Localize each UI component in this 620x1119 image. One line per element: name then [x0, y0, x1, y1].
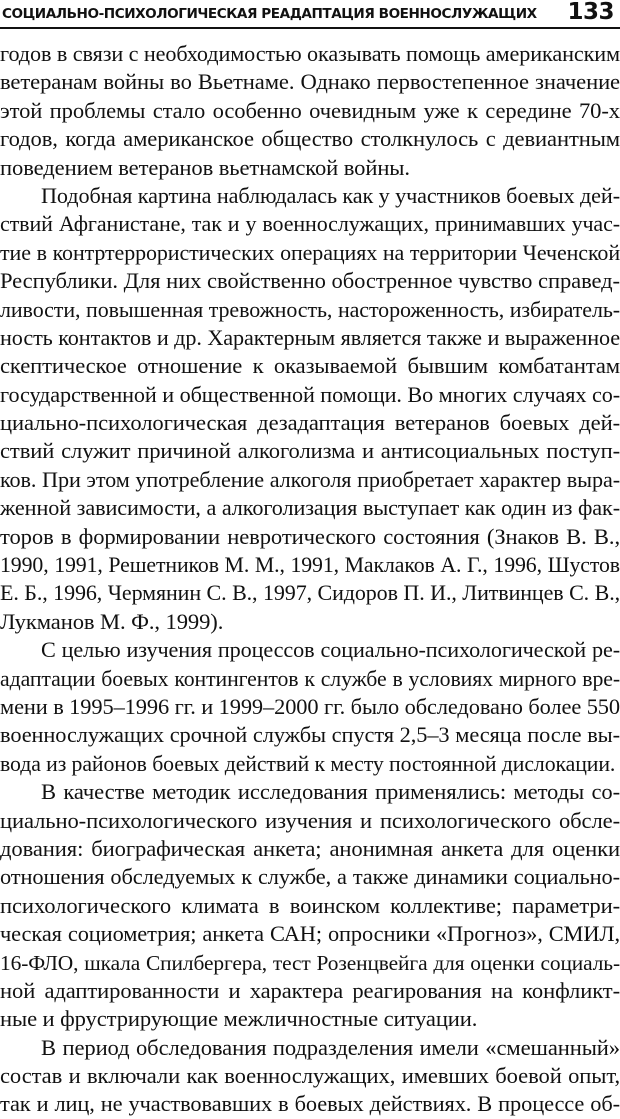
- text-line: В качестве методик исследования применялись: методы со-: [41, 779, 620, 805]
- text-line: состав и включали как военнослужащих, имевших боевой опыт,: [0, 1063, 620, 1089]
- text-line: циально-психологическая дезадаптация ветеранов боевых дей-: [0, 410, 620, 436]
- text-line: ной адаптированности и характера реагирования на конфликт-: [0, 977, 620, 1003]
- text-line: Республики. Для них свойственно обостренное чувство справед-: [0, 268, 620, 294]
- text-line: ков. При этом употребление алкоголя приобретает характер выра-: [0, 466, 620, 492]
- text-line: этой проблемы стало особенно очевидным уже к середине 70-х: [0, 97, 620, 123]
- body-text: [0, 40, 620, 1119]
- text-line: ливости, повышенная тревожность, настороженность, избиратель-: [0, 296, 620, 322]
- text-line: годов, когда американское общество столкнулось с девиантным: [0, 126, 620, 152]
- text-line: ческая социометрия; анкета САН; опросники «Прогноз», СМИЛ,: [0, 921, 620, 947]
- text-line: С целью изучения процессов социально-психологической ре-: [41, 637, 620, 663]
- text-line: дования: биографическая анкета; анонимная анкета для оценки: [0, 835, 620, 861]
- text-line: женной зависимости, а алкоголизация выступает как один из фак-: [0, 495, 620, 521]
- text-line: адаптации боевых контингентов к службе в условиях мирного вре-: [0, 666, 620, 691]
- text-line: скептическое отношение к оказываемой бывшим комбатантам: [0, 353, 620, 379]
- text-line: поведением ветеранов вьетнамской войны.: [0, 154, 410, 180]
- text-line: ность контактов и др. Характерным является также и выраженное: [0, 324, 620, 350]
- text-line: вода из районов боевых действий к месту постоянной дислокации.: [0, 751, 616, 776]
- page-number: 133: [567, 0, 614, 25]
- text-line: Е. Б., 1996, Чермянин С. В., 1997, Сидоров П. И., Литвинцев С. В.,: [0, 580, 620, 606]
- text-line: ствий служит причиной алкоголизма и антисоциальных поступ-: [0, 438, 620, 464]
- text-line: 1990, 1991, Решетников М. М., 1991, Маклаков А. Г., 1996, Шустов: [0, 553, 620, 578]
- text-line: годов в связи с необходимостью оказывать помощь американским: [0, 41, 620, 66]
- text-line: Лукманов М. Ф., 1999).: [0, 608, 224, 634]
- text-line: психологического климата в воинском коллективе; параметри-: [0, 892, 620, 918]
- text-line: ствий Афганистане, так и у военнослужащих, принимавших учас-: [0, 211, 620, 237]
- text-line: торов в формировании невротического состояния (Знаков В. В.,: [0, 523, 620, 549]
- header-rule: [0, 27, 620, 29]
- text-line: Подобная картина наблюдалась как у участников боевых дей-: [41, 182, 620, 208]
- page-header: [0, 0, 620, 27]
- text-line: циально-психологического изучения и психологического обсле-: [0, 807, 620, 833]
- text-line: отношения обследуемых к службе, а также динамики социально-: [0, 864, 620, 890]
- text-line: ные и фрустрирующие межличностные ситуации.: [0, 1006, 478, 1032]
- text-line: тие в контртеррористических операциях на территории Чеченской: [0, 239, 620, 265]
- text-line: государственной и общественной помощи. Во многих случаях со-: [0, 381, 620, 407]
- text-line: ветеранам войны во Вьетнаме. Однако первостепенное значение: [0, 69, 620, 95]
- text-line: мени в 1995–1996 гг. и 1999–2000 гг. было обследовано более 550: [0, 693, 620, 719]
- text-line: В период обследования подразделения имели «смешанный»: [41, 1034, 620, 1060]
- running-head: СОЦИАЛЬНО-ПСИХОЛОГИЧЕСКАЯ РЕАДАПТАЦИЯ ВОЕННОСЛУЖАЩИХ: [2, 6, 537, 22]
- text-line: 16-ФЛО, шкала Спилбергера, тест Розенцвейга для оценки социаль-: [0, 950, 620, 975]
- text-line: так и лиц, не участвовавших в боевых действиях. В процессе об-: [0, 1091, 620, 1117]
- text-line: военнослужащих срочной службы спустя 2,5–3 месяца после вы-: [0, 722, 620, 748]
